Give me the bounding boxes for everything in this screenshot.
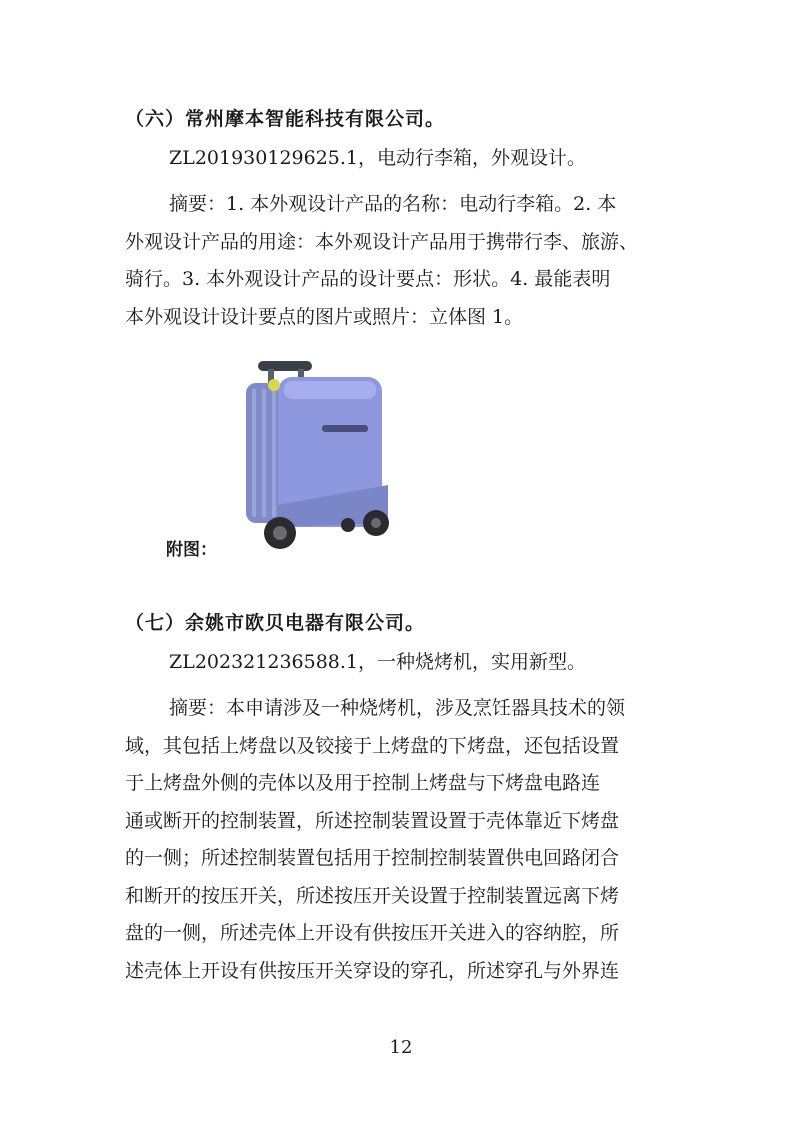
abstract-line: 述壳体上开设有供按压开关穿设的穿孔，所述穿孔与外界连 — [125, 959, 620, 982]
figure-caption: 附图： — [166, 540, 217, 560]
patent-line: ZL201930129625.1，电动行李箱，外观设计。 — [169, 147, 587, 169]
abstract-line: 摘要：本申请涉及一种烧烤机，涉及烹饪器具技术的领 — [169, 697, 626, 719]
abstract-line: 通或断开的控制装置，所述控制装置设置于壳体靠近下烤盘 — [125, 809, 620, 832]
abstract-line: 于上烤盘外侧的壳体以及用于控制上烤盘与下烤盘电路连 — [125, 772, 601, 794]
abstract-paragraph — [125, 690, 685, 990]
abstract-line: 骑行。3. 本外观设计产品的设计要点：形状。4. 最能表明 — [125, 268, 611, 290]
abstract-line: 摘要：1. 本外观设计产品的名称：电动行李箱。2. 本 — [169, 193, 617, 215]
suitcase-image — [238, 355, 398, 555]
abstract-paragraph — [125, 186, 685, 336]
section-heading: （七）余姚市欧贝电器有限公司。 — [125, 612, 426, 634]
patent-line: ZL202321236588.1，一种烧烤机，实用新型。 — [169, 651, 587, 673]
section-heading: （六）常州摩本智能科技有限公司。 — [125, 108, 446, 130]
abstract-line: 盘的一侧，所述壳体上开设有供按压开关进入的容纳腔，所 — [125, 922, 620, 944]
abstract-line: 外观设计产品的用途：本外观设计产品用于携带行李、旅游、 — [125, 230, 639, 253]
page-number: 12 — [389, 1037, 413, 1058]
abstract-line: 域，其包括上烤盘以及铰接于上烤盘的下烤盘，还包括设置 — [125, 734, 620, 757]
abstract-line: 的一侧；所述控制装置包括用于控制控制装置供电回路闭合 — [125, 847, 620, 869]
abstract-line: 本外观设计设计要点的图片或照片：立体图 1。 — [125, 305, 524, 328]
abstract-line: 和断开的按压开关，所述按压开关设置于控制装置远离下烤 — [125, 884, 620, 907]
